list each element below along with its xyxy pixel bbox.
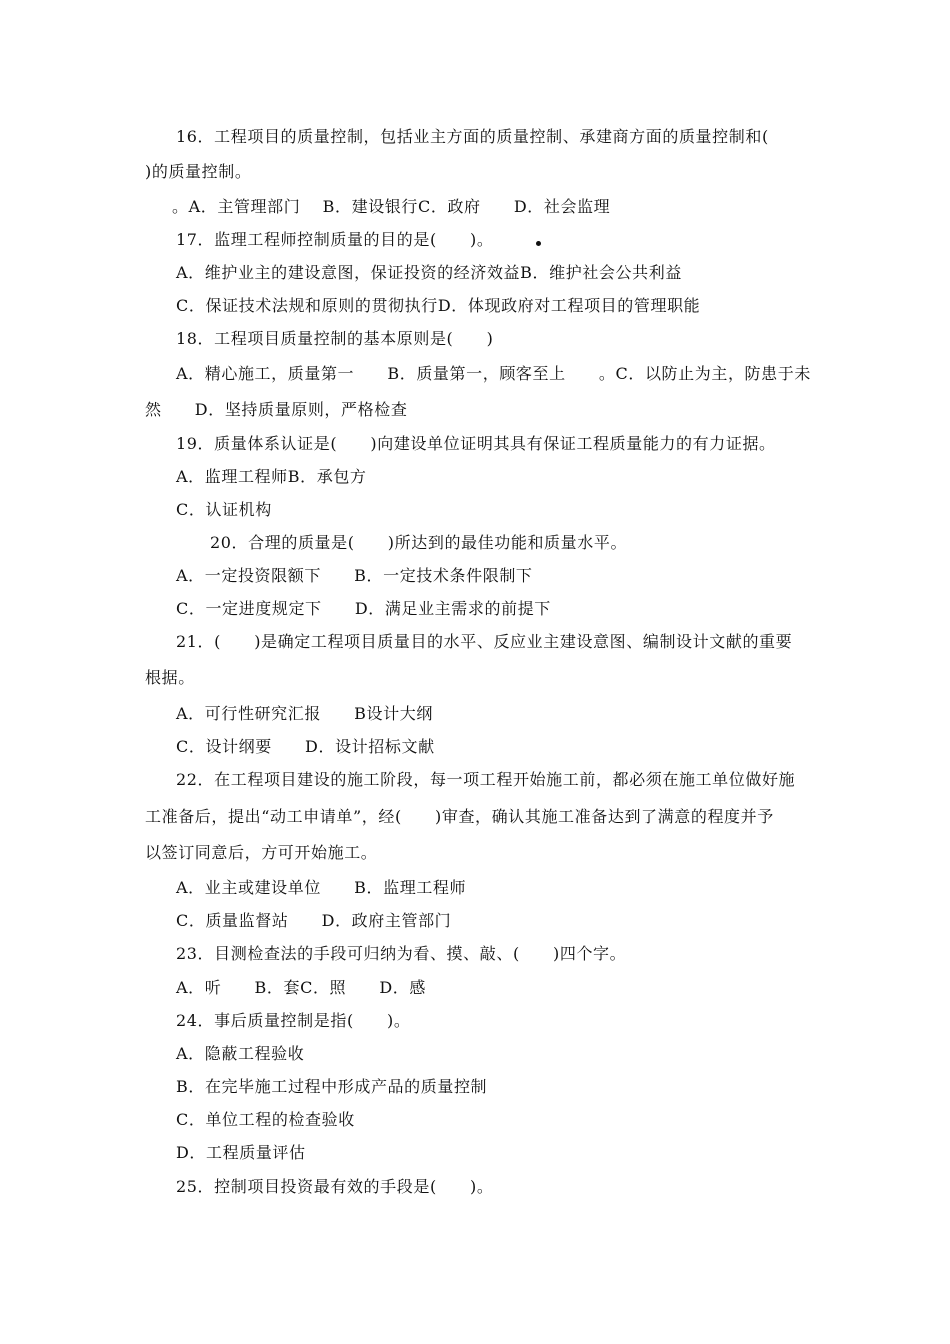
q22-stem: 22．在工程项目建设的施工阶段，每一项工程开始施工前，都必须在施工单位做好施: [176, 770, 796, 789]
q17-options-cd: C．保证技术法规和原则的贯彻执行D．体现政府对工程项目的管理职能: [176, 296, 701, 315]
q18-options: A．精心施工，质量第一 B．质量第一，顾客至上 。C．以防止为主，防患于未: [176, 364, 811, 383]
q24-option-d: D．工程质量评估: [176, 1143, 306, 1162]
q23-stem: 23．目测检查法的手段可归纳为看、摸、敲、( )四个字。: [176, 944, 627, 963]
q20-stem: 20．合理的质量是( )所达到的最佳功能和质量水平。: [210, 533, 628, 552]
q17-stem: 17．监理工程师控制质量的目的是( )。: [176, 230, 494, 249]
q18-stem: 18．工程项目质量控制的基本原则是( ): [176, 329, 494, 348]
q16-options: 。A．主管理部门 B．建设银行C．政府 D．社会监理: [172, 197, 611, 216]
q22-options-cd: C．质量监督站 D．政府主管部门: [176, 911, 452, 930]
q24-option-a: A．隐蔽工程验收: [176, 1044, 305, 1063]
q19-options-ab: A．监理工程师B．承包方: [176, 467, 367, 486]
q22-stem-continued-1: 工准备后，提出“动工申请单”，经( )审查，确认其施工准备达到了满意的程度并予: [145, 807, 774, 826]
q19-stem: 19．质量体系认证是( )向建设单位证明其具有保证工程质量能力的有力证据。: [176, 434, 776, 453]
q16-stem-continued: )的质量控制。: [145, 162, 252, 181]
bullet-mark: [536, 241, 541, 246]
q16-stem: 16．工程项目的质量控制，包括业主方面的质量控制、承建商方面的质量控制和(: [176, 127, 769, 146]
q17-options-ab: A．维护业主的建设意图，保证投资的经济效益B．维护社会公共利益: [176, 263, 682, 282]
q20-options-cd: C．一定进度规定下 D．满足业主需求的前提下: [176, 599, 551, 618]
q21-options-ab: A．可行性研究汇报 B设计大纲: [176, 704, 433, 723]
q19-option-c: C．认证机构: [176, 500, 272, 519]
q22-options-ab: A．业主或建设单位 B．监理工程师: [176, 878, 467, 897]
q21-stem: 21．( )是确定工程项目质量目的水平、反应业主建设意图、编制设计文献的重要: [176, 632, 793, 651]
q22-stem-continued-2: 以签订同意后，方可开始施工。: [145, 843, 378, 862]
q25-stem: 25．控制项目投资最有效的手段是( )。: [176, 1177, 494, 1196]
q24-option-c: C．单位工程的检查验收: [176, 1110, 355, 1129]
q21-stem-continued: 根据。: [145, 668, 195, 687]
q24-option-b: B．在完毕施工过程中形成产品的质量控制: [176, 1077, 488, 1096]
q20-options-ab: A．一定投资限额下 B．一定技术条件限制下: [176, 566, 533, 585]
q24-stem: 24．事后质量控制是指( )。: [176, 1011, 411, 1030]
q23-options: A．听 B．套C．照 D．感: [176, 978, 426, 997]
q21-options-cd: C．设计纲要 D．设计招标文献: [176, 737, 435, 756]
q18-options-continued: 然 D．坚持质量原则，严格检查: [145, 400, 408, 419]
